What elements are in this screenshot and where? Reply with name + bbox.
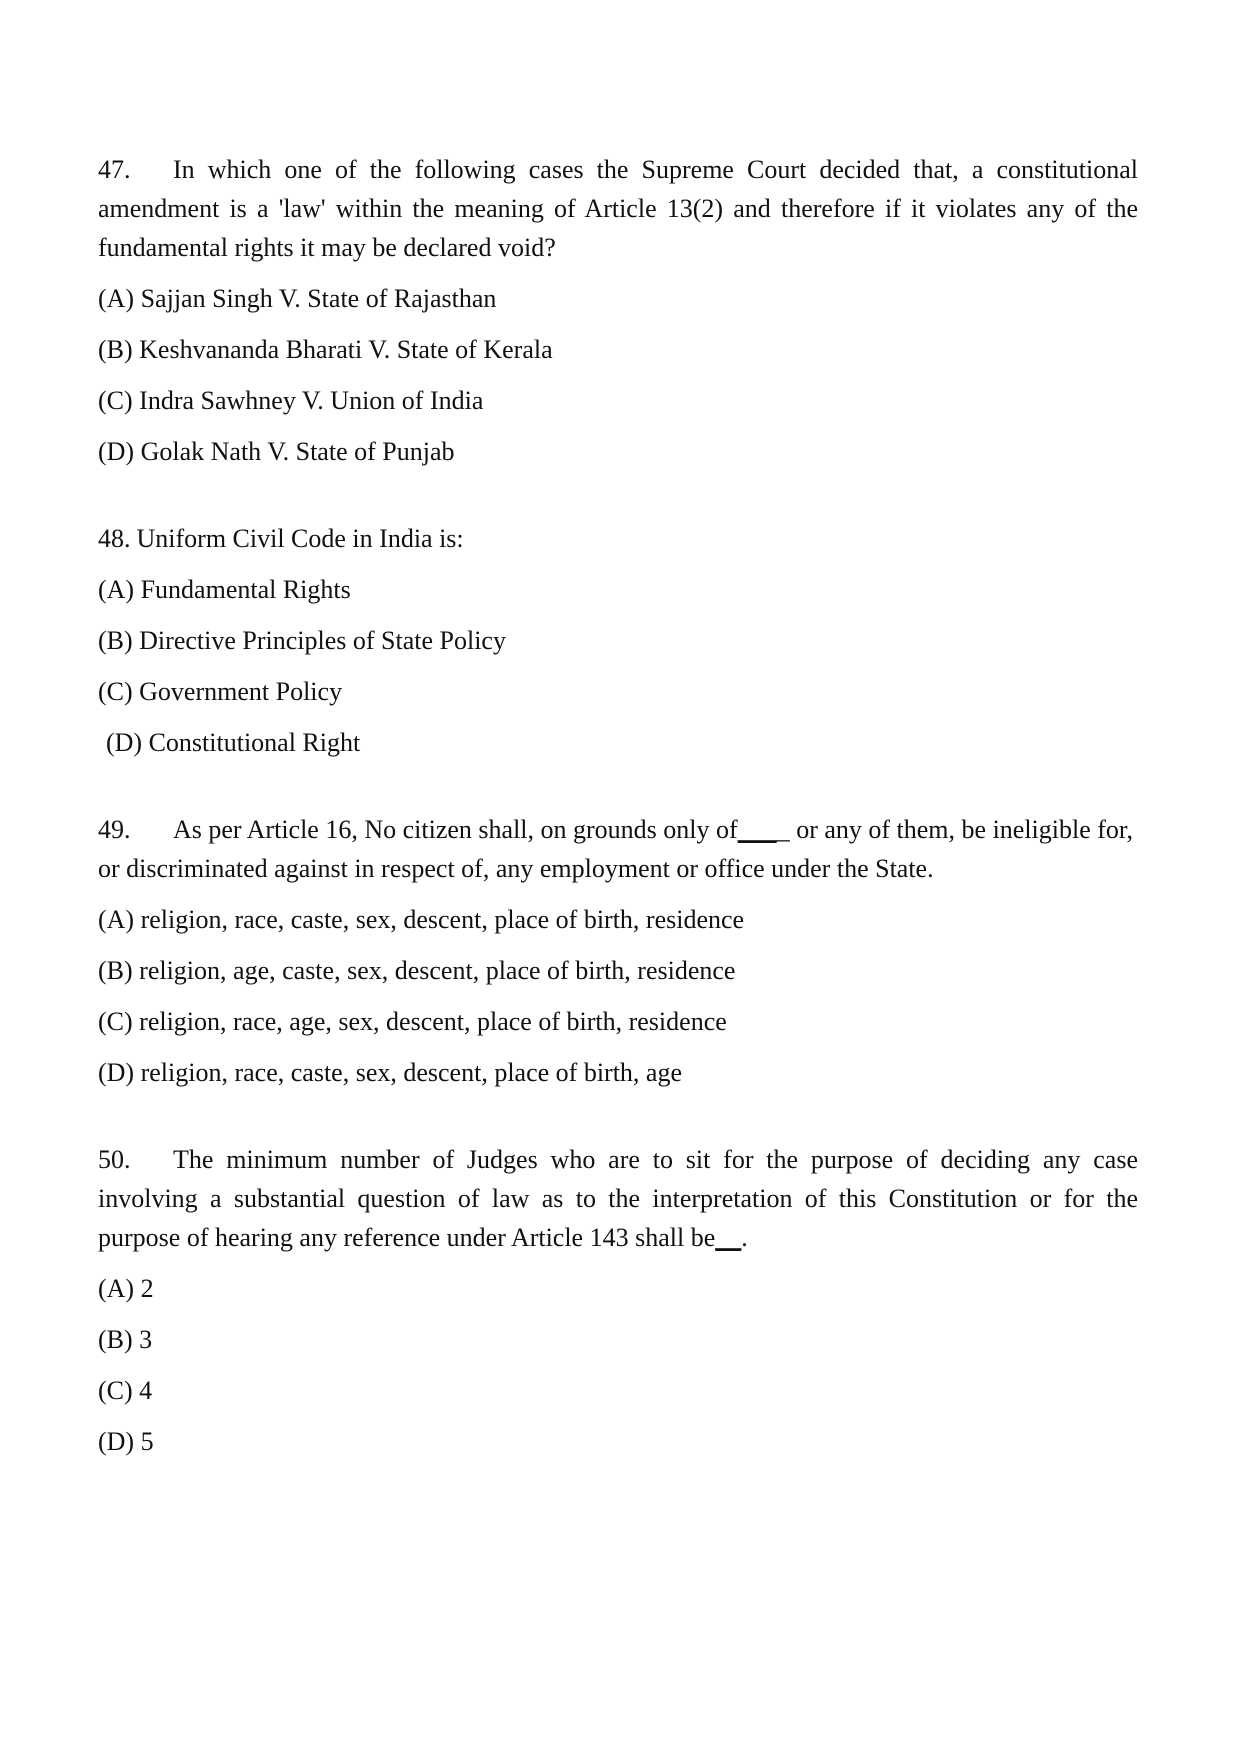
question-50-text-before: The minimum number of Judges who are to sit for the purpose of deciding any case involving a substantial question of law as to the interpretation of this Constitution or for the purpose of hearing any reference under Article 143 shall be bbox=[98, 1145, 1138, 1252]
question-49-number: 49. bbox=[98, 815, 131, 844]
question-page bbox=[98, 150, 1138, 1473]
option-49-a: (A) religion, race, caste, sex, descent, place of birth, residence bbox=[98, 905, 745, 934]
option-47-b: (B) Keshvananda Bharati V. State of Kerala bbox=[98, 335, 553, 364]
option-48-a: (A) Fundamental Rights bbox=[98, 575, 351, 604]
question-48-text: Uniform Civil Code in India is: bbox=[136, 524, 464, 553]
question-47 bbox=[98, 150, 1138, 471]
option-50-d: (D) 5 bbox=[98, 1427, 154, 1456]
question-50-blank: __ bbox=[715, 1223, 742, 1252]
option-47-d: (D) Golak Nath V. State of Punjab bbox=[98, 437, 455, 466]
option-50-b: (B) 3 bbox=[98, 1325, 153, 1354]
option-50-a: (A) 2 bbox=[98, 1274, 154, 1303]
option-47-a: (A) Sajjan Singh V. State of Rajasthan bbox=[98, 284, 497, 313]
question-48-stem bbox=[98, 519, 1138, 558]
option-49-c: (C) religion, race, age, sex, descent, place of birth, residence bbox=[98, 1007, 727, 1036]
question-49 bbox=[98, 810, 1138, 1092]
question-47-text: In which one of the following cases the Supreme Court decided that, a constitutional amendment is a 'law' within the meaning of Article 13(2) and therefore if it violates any of the fundamental rights it may be declared void? bbox=[98, 155, 1138, 262]
question-48-number: 48. bbox=[98, 524, 131, 553]
question-49-blank: ___ bbox=[737, 815, 777, 844]
question-50 bbox=[98, 1140, 1138, 1461]
question-48 bbox=[98, 519, 1138, 762]
option-48-d: (D) Constitutional Right bbox=[106, 728, 361, 757]
option-49-b: (B) religion, age, caste, sex, descent, place of birth, residence bbox=[98, 956, 736, 985]
question-49-options bbox=[98, 900, 1138, 1092]
question-48-options bbox=[98, 570, 1138, 762]
question-50-stem bbox=[98, 1140, 1138, 1257]
question-49-text-after: _ or any of them, be ineligible for, or discriminated against in respect of, any employment or office under the State. bbox=[98, 815, 1134, 883]
question-50-number: 50. bbox=[98, 1145, 131, 1174]
question-50-options bbox=[98, 1269, 1138, 1461]
option-50-c: (C) 4 bbox=[98, 1376, 153, 1405]
option-48-c: (C) Government Policy bbox=[98, 677, 343, 706]
question-50-text-after: . bbox=[741, 1223, 748, 1252]
option-48-b: (B) Directive Principles of State Policy bbox=[98, 626, 506, 655]
question-49-stem bbox=[98, 810, 1138, 888]
option-47-c: (C) Indra Sawhney V. Union of India bbox=[98, 386, 484, 415]
question-47-options bbox=[98, 279, 1138, 471]
question-49-text-before: As per Article 16, No citizen shall, on grounds only of bbox=[173, 815, 738, 844]
question-47-number: 47. bbox=[98, 155, 131, 184]
question-47-stem bbox=[98, 150, 1138, 267]
option-49-d: (D) religion, race, caste, sex, descent, place of birth, age bbox=[98, 1058, 683, 1087]
